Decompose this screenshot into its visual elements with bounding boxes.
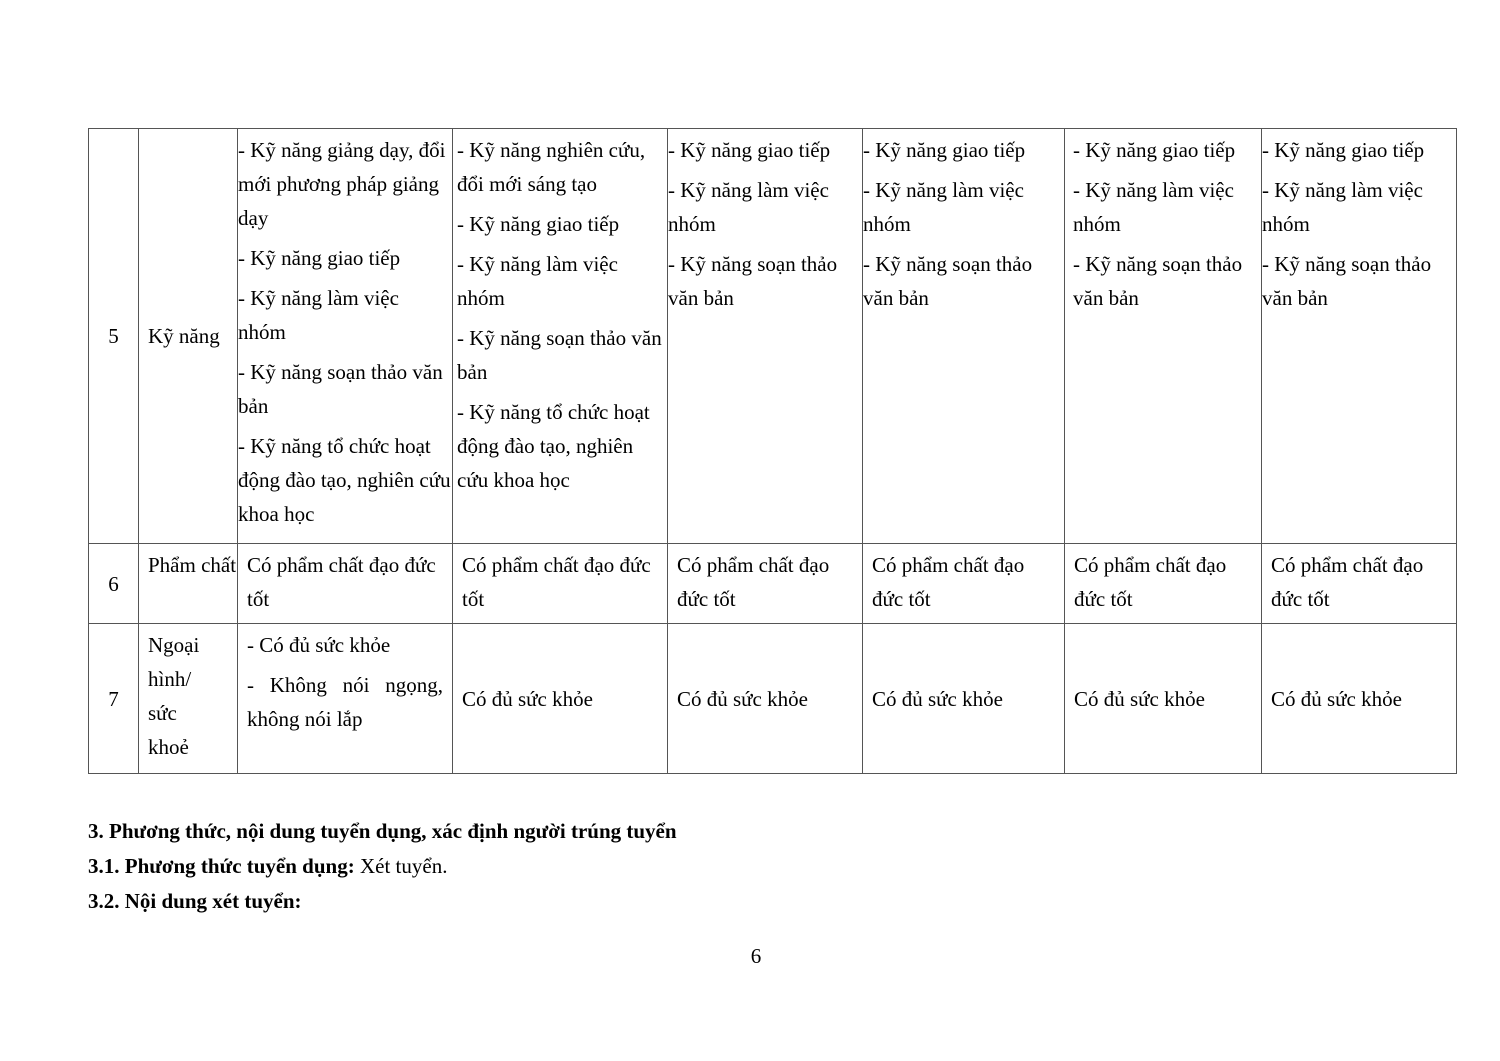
list-item: - Kỹ năng soạn thảo văn bản: [457, 326, 662, 384]
list-item: - Kỹ năng tổ chức hoạt động đào tạo, nghiên cứu khoa học: [238, 434, 451, 526]
list-item: - Có đủ sức khỏe: [247, 633, 391, 657]
page-number: 6: [750, 944, 762, 968]
list-item: - Kỹ năng làm việc nhóm: [238, 286, 399, 344]
list-item: - Kỹ năng làm việc nhóm: [457, 252, 618, 310]
list-item: - Kỹ năng giao tiếp: [1262, 138, 1425, 162]
row-label: Phẩm chất: [139, 544, 238, 624]
table-row: [89, 544, 1457, 624]
table-cell: [1262, 129, 1457, 544]
table-row: [89, 129, 1457, 544]
table-cell: [1065, 129, 1262, 544]
subsection-method-value: Xét tuyển.: [354, 854, 448, 878]
list-item: - Kỹ năng giao tiếp: [1073, 138, 1236, 162]
table-cell: [453, 129, 668, 544]
table-cell: Có đủ sức khỏe: [1065, 624, 1262, 774]
row-number: 6: [89, 544, 139, 624]
table-cell: Có đủ sức khỏe: [1262, 624, 1457, 774]
list-item: - Kỹ năng soạn thảo văn bản: [238, 360, 443, 418]
table-cell: Có phẩm chất đạo đức tốt: [1262, 544, 1457, 624]
table-cell: [238, 129, 453, 544]
row-number: 5: [89, 129, 139, 544]
subsection-method-label: 3.1. Phương thức tuyển dụng:: [88, 854, 355, 878]
table-cell: [238, 624, 453, 774]
list-item: - Kỹ năng giao tiếp: [457, 212, 620, 236]
table-cell: Có phẩm chất đạo đức tốt: [238, 544, 453, 624]
list-item: - Kỹ năng giao tiếp: [863, 138, 1026, 162]
table-cell: [668, 129, 863, 544]
list-item: - Kỹ năng soạn thảo văn bản: [668, 252, 838, 310]
table-cell: [863, 129, 1065, 544]
list-item: - Kỹ năng soạn thảo văn bản: [1073, 252, 1243, 310]
table-cell: Có phẩm chất đạo đức tốt: [863, 544, 1065, 624]
row-label: Kỹ năng: [139, 129, 238, 544]
table-cell: Có đủ sức khỏe: [453, 624, 668, 774]
row-number: 7: [89, 624, 139, 774]
table-cell: Có đủ sức khỏe: [668, 624, 863, 774]
list-item: - Kỹ năng làm việc nhóm: [1073, 178, 1234, 236]
row-label: Ngoại hình/ sức khoẻ: [139, 624, 238, 774]
list-item: - Kỹ năng nghiên cứu, đổi mới sáng tạo: [457, 138, 646, 196]
requirements-table: [88, 128, 1457, 774]
list-item: - Kỹ năng giao tiếp: [668, 138, 831, 162]
list-item: - Không nói ngọng, không nói lắp: [247, 673, 443, 731]
list-item: - Kỹ năng làm việc nhóm: [668, 178, 829, 236]
list-item: - Kỹ năng tổ chức hoạt động đào tạo, nghiên cứu khoa học: [457, 400, 650, 492]
list-item: - Kỹ năng làm việc nhóm: [1262, 178, 1423, 236]
table-cell: Có đủ sức khỏe: [863, 624, 1065, 774]
list-item: - Kỹ năng giảng dạy, đổi mới phương pháp giảng dạy: [238, 138, 446, 230]
list-item: - Kỹ năng soạn thảo văn bản: [1262, 252, 1432, 310]
list-item: - Kỹ năng làm việc nhóm: [863, 178, 1024, 236]
table-cell: Có phẩm chất đạo đức tốt: [1065, 544, 1262, 624]
subsection-content: 3.2. Nội dung xét tuyển:: [88, 889, 302, 913]
list-item: - Kỹ năng giao tiếp: [238, 246, 401, 270]
table-cell: Có phẩm chất đạo đức tốt: [453, 544, 668, 624]
table-row: [89, 624, 1457, 774]
table-cell: Có phẩm chất đạo đức tốt: [668, 544, 863, 624]
list-item: - Kỹ năng soạn thảo văn bản: [863, 252, 1033, 310]
subsection-method: [88, 852, 447, 880]
section-heading: 3. Phương thức, nội dung tuyển dụng, xác định người trúng tuyển: [88, 819, 677, 843]
